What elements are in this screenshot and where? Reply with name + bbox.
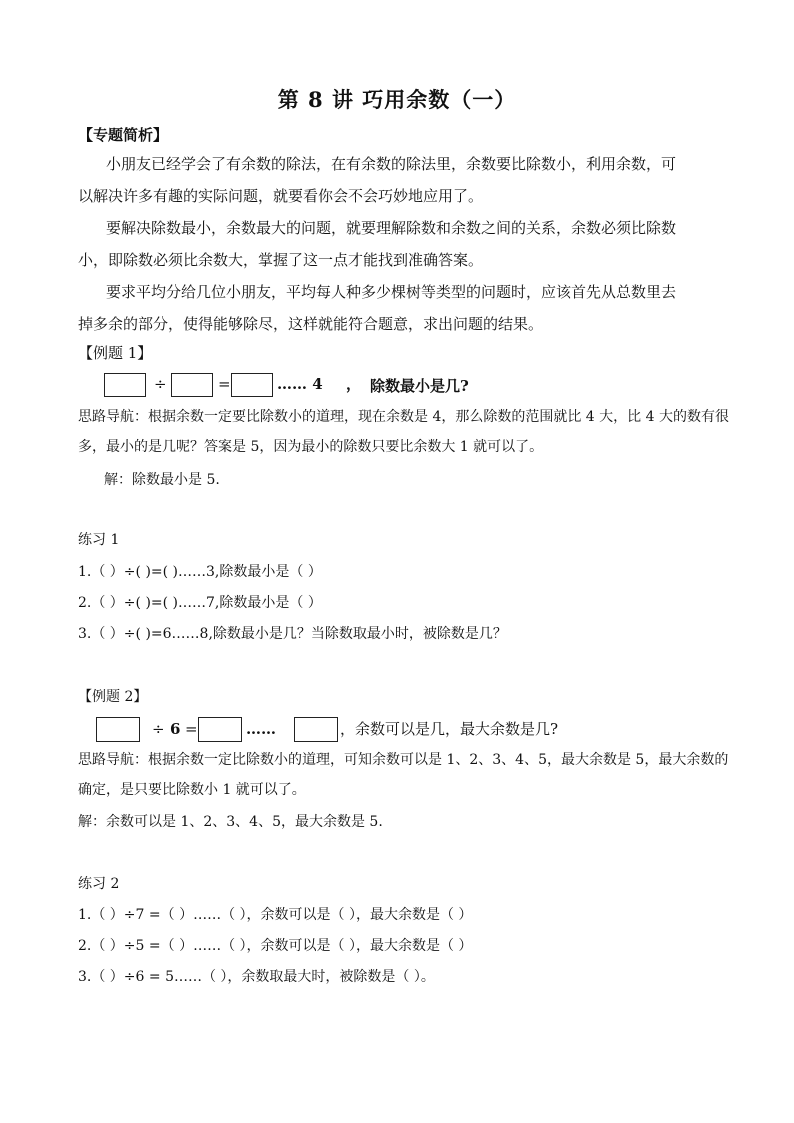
equals-sign-2: =	[185, 720, 198, 738]
divisor-six: 6	[170, 720, 181, 738]
practice2-item-2: 2.（ ）÷5 =（ ）……（ ），余数可以是（ ），最大余数是（ ）	[78, 938, 473, 954]
intro-p1-line2: 以解决许多有趣的实际问题，就要看你会不会巧妙地应用了。	[78, 187, 484, 205]
practice1-item-1: 1.（ ）÷( )=( )……3,除数最小是（ ）	[78, 564, 322, 580]
intro-p1-line1: 小朋友已经学会了有余数的除法，在有余数的除法里，余数要比除数小，利用余数，可	[106, 155, 677, 173]
divisor-box	[171, 373, 213, 397]
intro-p2-line2: 小，即除数必须比余数大，掌握了这一点才能找到准确答案。	[78, 251, 484, 269]
intro-heading: 【专题简析】	[78, 126, 169, 144]
page-title: 第 8 讲 巧用余数（一）	[277, 87, 517, 112]
example1-hint-line2: 多，最小的是几呢？答案是 5，因为最小的除数只要比余数大 1 就可以了。	[78, 439, 544, 455]
quotient-box-2	[198, 717, 242, 742]
example2-heading: 【例题 2】	[78, 689, 148, 705]
equals-sign: =	[218, 375, 231, 393]
dividend-box	[104, 373, 146, 397]
example1-solution: 解：除数最小是 5.	[104, 472, 220, 488]
practice2-heading: 练习 2	[78, 876, 120, 892]
practice1-item-2: 2.（ ）÷( )=( )……7,除数最小是（ ）	[78, 595, 322, 611]
practice1-item-3: 3.（ ）÷( )=6……8,除数最小是几？当除数取最小时，被除数是几？	[78, 626, 507, 642]
practice2-item-3: 3.（ ）÷6 = 5……（ ），余数取最大时，被除数是（ ）。	[78, 969, 435, 985]
example2-hint-line2: 确定，是只要比除数小 1 就可以了。	[78, 782, 306, 798]
division-sign-2: ÷	[152, 720, 165, 738]
example2-question: ，余数可以是几，最大余数是几?	[340, 720, 559, 738]
remainder-text: …… 4	[277, 375, 323, 393]
division-sign: ÷	[154, 375, 167, 393]
intro-p3-line2: 掉多余的部分，使得能够除尽，这样就能符合题意，求出问题的结果。	[78, 315, 544, 333]
example1-heading: 【例题 1】	[78, 344, 153, 362]
quotient-box	[231, 373, 273, 397]
practice2-item-1: 1.（ ）÷7 =（ ）……（ ），余数可以是（ ），最大余数是（ ）	[78, 907, 473, 923]
example2-solution: 解：余数可以是 1、2、3、4、5，最大余数是 5.	[78, 814, 383, 830]
remainder-box	[294, 717, 338, 742]
example1-question: 除数最小是几?	[370, 377, 469, 395]
practice1-heading: 练习 1	[78, 532, 120, 548]
example1-hint-line1: 思路导航：根据余数一定要比除数小的道理，现在余数是 4，那么除数的范围就比 4 大，比 4 大的数有很	[78, 409, 729, 425]
dividend-box-2	[96, 717, 140, 742]
intro-p2-line1: 要解决除数最小，余数最大的问题，就要理解除数和余数之间的关系，余数必须比除数	[106, 219, 677, 237]
comma: ，	[346, 375, 362, 393]
ellipsis: ……	[246, 720, 276, 738]
intro-p3-line1: 要求平均分给几位小朋友，平均每人种多少棵树等类型的问题时，应该首先从总数里去	[106, 283, 677, 301]
example2-hint-line1: 思路导航：根据余数一定比除数小的道理，可知余数可以是 1、2、3、4、5，最大余数是 5，最大余数的	[78, 752, 729, 768]
